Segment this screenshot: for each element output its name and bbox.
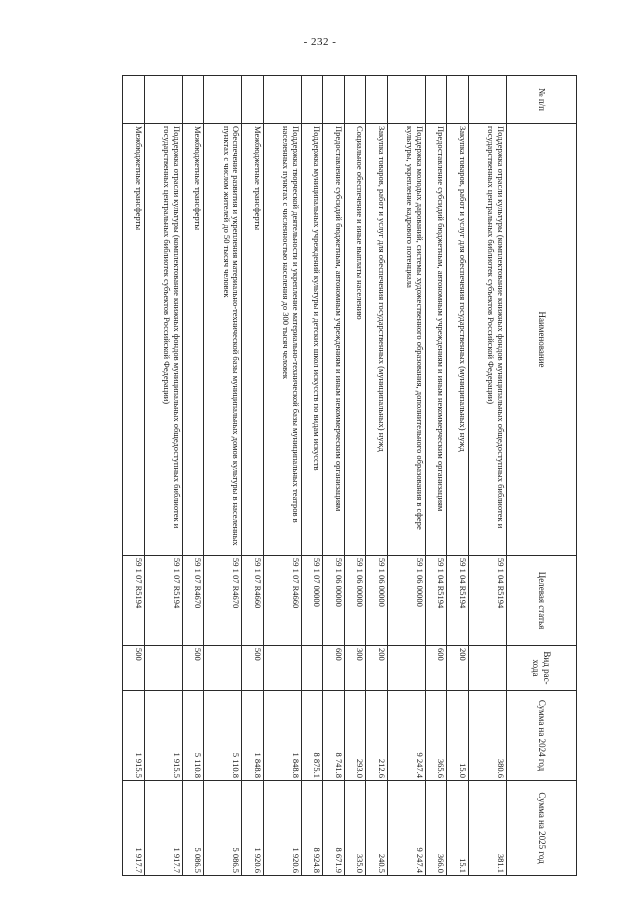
row-sum-2025: 15.1 <box>447 781 469 876</box>
row-sum-2024: 293.0 <box>344 691 366 781</box>
table-row <box>344 76 366 876</box>
row-number <box>123 76 145 124</box>
row-expense-type: 600 <box>425 646 447 691</box>
budget-table-rotated <box>122 75 577 875</box>
row-name: Поддержка муниципальных учреждений культуры и детских школ искусств по видам искусств <box>301 124 323 556</box>
row-sum-2024: 380.6 <box>469 691 507 781</box>
row-expense-type: 600 <box>323 646 345 691</box>
row-target-article: 59 1 04 R5194 <box>469 556 507 646</box>
row-number <box>182 76 204 124</box>
row-name: Межбюджетные трансферты <box>182 124 204 556</box>
budget-table <box>122 75 577 876</box>
row-sum-2024: 212.6 <box>366 691 388 781</box>
row-target-article: 59 1 07 R4660 <box>263 556 301 646</box>
row-sum-2025: 335.0 <box>344 781 366 876</box>
row-target-article: 59 1 07 R5194 <box>123 556 145 646</box>
row-number <box>242 76 264 124</box>
row-sum-2024: 9 247.4 <box>387 691 425 781</box>
table-row <box>323 76 345 876</box>
table-row <box>469 76 507 876</box>
row-target-article: 59 1 04 R5194 <box>425 556 447 646</box>
row-expense-type <box>144 646 182 691</box>
row-sum-2025: 1 917.7 <box>144 781 182 876</box>
table-row <box>387 76 425 876</box>
row-sum-2025: 381.1 <box>469 781 507 876</box>
row-target-article: 59 1 06 00000 <box>387 556 425 646</box>
row-sum-2024: 1 915.5 <box>144 691 182 781</box>
table-row <box>425 76 447 876</box>
header-name: Наименование <box>507 124 577 556</box>
header-num: № п/п <box>507 76 577 124</box>
row-name: Предоставление субсидий бюджетным, автономным учреждениям и иным некоммерческим организациям <box>323 124 345 556</box>
table-row <box>242 76 264 876</box>
table-body <box>123 76 507 876</box>
row-number <box>204 76 242 124</box>
row-sum-2025: 1 917.7 <box>123 781 145 876</box>
row-name: Межбюджетные трансферты <box>242 124 264 556</box>
row-name: Социальное обеспечение и иные выплаты населению <box>344 124 366 556</box>
row-sum-2025: 240.5 <box>366 781 388 876</box>
header-code: Целевая статья <box>507 556 577 646</box>
table-row <box>447 76 469 876</box>
row-target-article: 59 1 07 R4670 <box>204 556 242 646</box>
row-expense-type <box>263 646 301 691</box>
row-number <box>425 76 447 124</box>
table-row <box>204 76 242 876</box>
row-name: Обеспечение развития и укрепления материально-технической базы муниципальных домов культуры в населенных пунктах с числом жителей до 50 тысяч человек <box>204 124 242 556</box>
table-row <box>366 76 388 876</box>
row-expense-type <box>387 646 425 691</box>
table-row <box>182 76 204 876</box>
row-number <box>447 76 469 124</box>
row-sum-2025: 9 247.4 <box>387 781 425 876</box>
row-target-article: 59 1 04 R5194 <box>447 556 469 646</box>
row-target-article: 59 1 07 R5194 <box>144 556 182 646</box>
row-sum-2025: 8 671.9 <box>323 781 345 876</box>
row-name: Поддержка молодых дарований, системы художественного образования, дополнительного образования в сфере культуры, укрепление кадрового потенциала <box>387 124 425 556</box>
row-number <box>344 76 366 124</box>
row-sum-2025: 5 086.5 <box>204 781 242 876</box>
row-sum-2025: 1 920.6 <box>263 781 301 876</box>
row-name: Закупка товаров, работ и услуг для обеспечения государственных (муниципальных) нужд <box>447 124 469 556</box>
row-sum-2025: 366.0 <box>425 781 447 876</box>
row-sum-2025: 1 920.6 <box>242 781 264 876</box>
header-sum-2024: Сумма на 2024 год <box>507 691 577 781</box>
table-header-row <box>507 76 577 876</box>
row-name: Поддержка отрасли культуры (комплектование книжных фондов муниципальных общедоступных библиотек и государственных центральных библиотек субъектов Российской Федерации) <box>469 124 507 556</box>
row-number <box>366 76 388 124</box>
row-sum-2024: 15.0 <box>447 691 469 781</box>
row-target-article: 59 1 06 00000 <box>366 556 388 646</box>
row-expense-type: 500 <box>242 646 264 691</box>
row-target-article: 59 1 07 R4670 <box>182 556 204 646</box>
row-number <box>144 76 182 124</box>
row-expense-type <box>301 646 323 691</box>
row-sum-2025: 8 924.8 <box>301 781 323 876</box>
table-row <box>263 76 301 876</box>
row-expense-type: 500 <box>123 646 145 691</box>
row-number <box>387 76 425 124</box>
row-number <box>323 76 345 124</box>
row-expense-type <box>204 646 242 691</box>
row-target-article: 59 1 07 R4660 <box>242 556 264 646</box>
page-number: - 232 - <box>303 36 337 48</box>
row-target-article: 59 1 07 00000 <box>301 556 323 646</box>
row-sum-2024: 1 915.5 <box>123 691 145 781</box>
row-name: Поддержка отрасли культуры (комплектование книжных фондов муниципальных общедоступных библиотек и государственных центральных библиотек субъектов Российской Федерации) <box>144 124 182 556</box>
header-sum-2025: Сумма на 2025 год <box>507 781 577 876</box>
row-number <box>301 76 323 124</box>
row-target-article: 59 1 06 00000 <box>344 556 366 646</box>
row-sum-2024: 5 110.8 <box>204 691 242 781</box>
row-sum-2024: 8 875.1 <box>301 691 323 781</box>
row-sum-2024: 8 741.8 <box>323 691 345 781</box>
row-sum-2024: 1 848.8 <box>263 691 301 781</box>
row-name: Межбюджетные трансферты <box>123 124 145 556</box>
table-row <box>123 76 145 876</box>
row-sum-2025: 5 086.5 <box>182 781 204 876</box>
row-expense-type: 200 <box>366 646 388 691</box>
row-target-article: 59 1 06 00000 <box>323 556 345 646</box>
row-name: Закупка товаров, работ и услуг для обеспечения государственных (муниципальных) нужд <box>366 124 388 556</box>
row-expense-type <box>469 646 507 691</box>
row-expense-type: 300 <box>344 646 366 691</box>
row-expense-type: 500 <box>182 646 204 691</box>
row-expense-type: 200 <box>447 646 469 691</box>
row-name: Поддержка творческой деятельности и укрепление материально-технической базы муниципальных театров в населенных пунктах с численностью населения до 300 тысяч человек <box>263 124 301 556</box>
table-row <box>301 76 323 876</box>
row-name: Предоставление субсидий бюджетным, автономным учреждениям и иным некоммерческим организациям <box>425 124 447 556</box>
header-expense-type: Вид рас-хода <box>507 646 577 691</box>
row-sum-2024: 1 848.8 <box>242 691 264 781</box>
row-number <box>469 76 507 124</box>
row-sum-2024: 5 110.8 <box>182 691 204 781</box>
row-sum-2024: 365.6 <box>425 691 447 781</box>
table-row <box>144 76 182 876</box>
row-number <box>263 76 301 124</box>
